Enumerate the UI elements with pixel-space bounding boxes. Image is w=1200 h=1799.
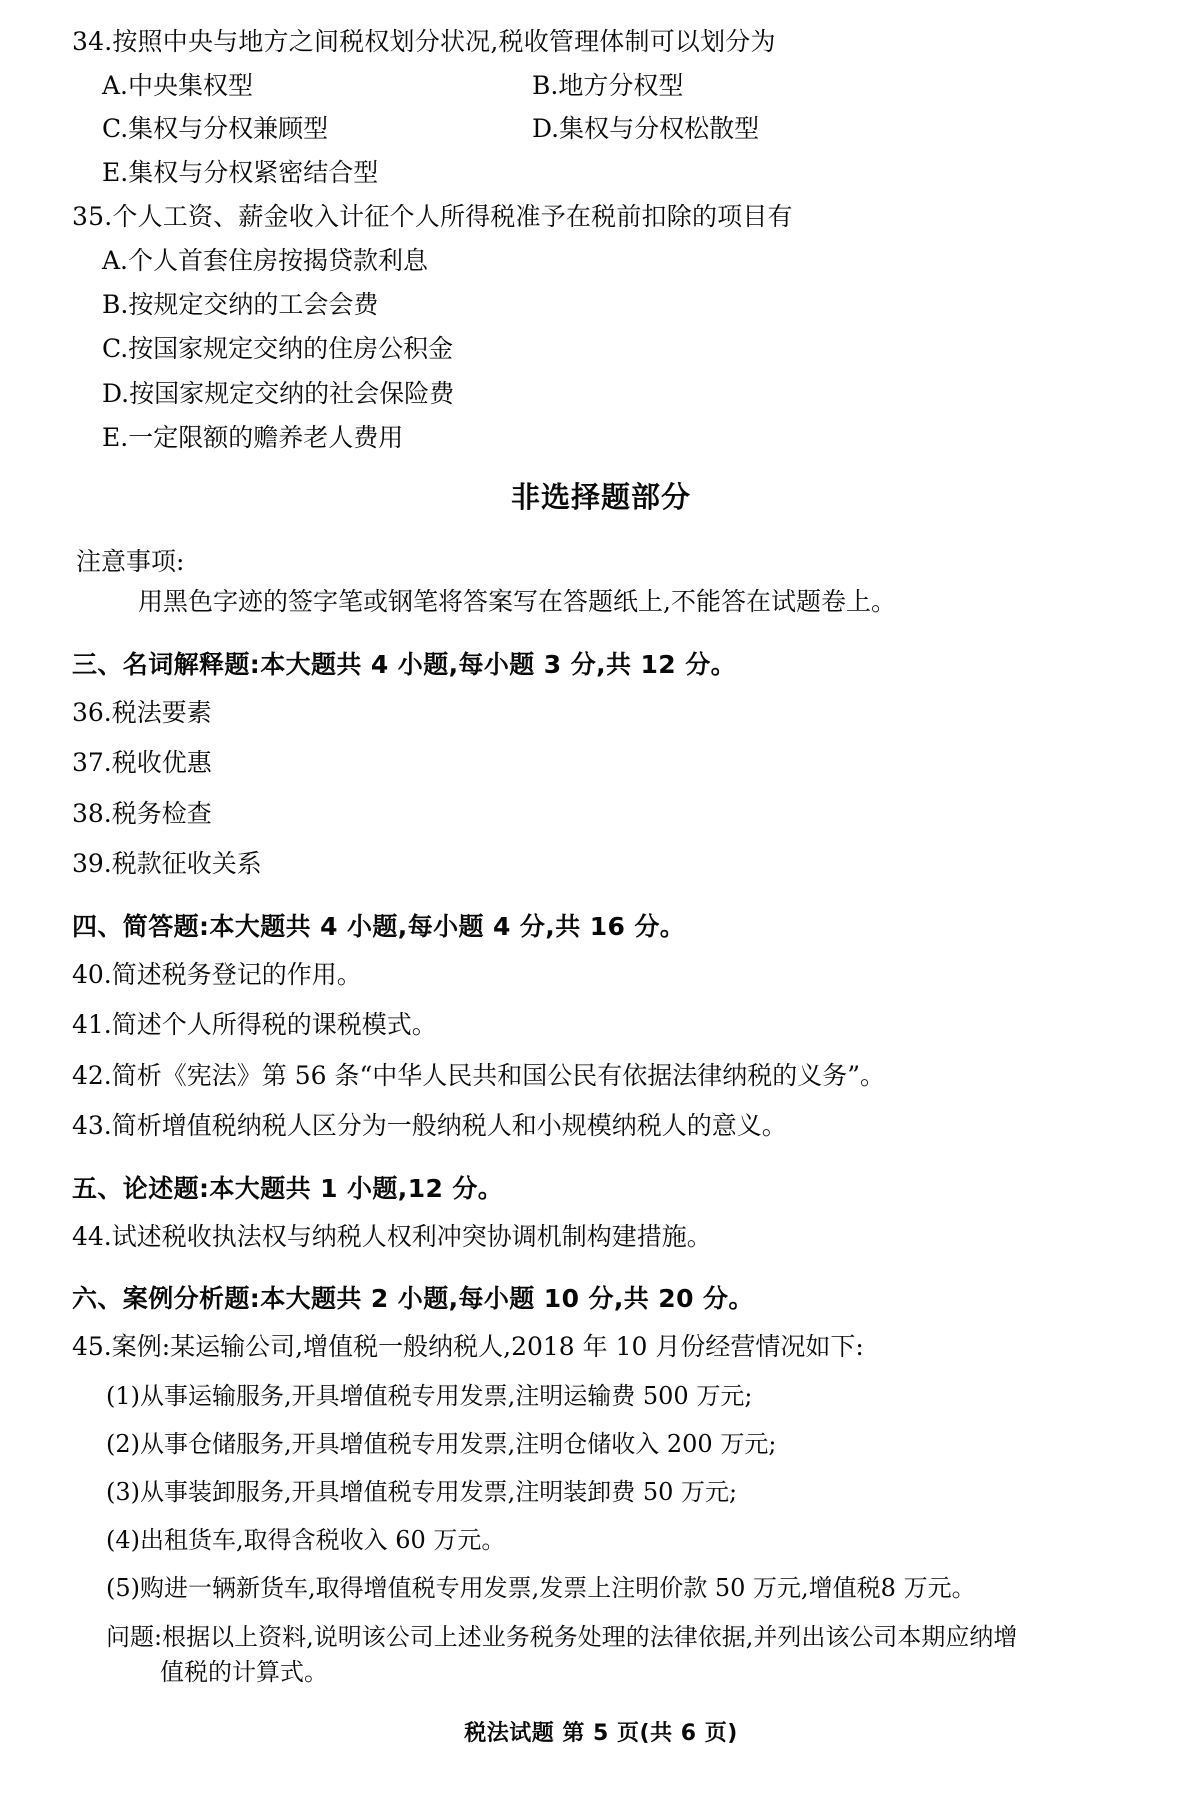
question-34-stem: 34.按照中央与地方之间税权划分状况,税收管理体制可以划分为 bbox=[72, 27, 776, 56]
case-45-sub-1: (1)从事运输服务,开具增值税专用发票,注明运输费 500 万元; bbox=[106, 1381, 753, 1410]
option-35-C[interactable]: C.按国家规定交纳的住房公积金 bbox=[102, 334, 454, 364]
item-42: 42.简析《宪法》第 56 条“中华人民共和国公民有依据法律纳税的义务”。 bbox=[72, 1060, 886, 1090]
case-45-sub-4: (4)出租货车,取得含税收入 60 万元。 bbox=[106, 1526, 506, 1555]
option-34-A[interactable]: A.中央集权型 bbox=[102, 71, 254, 100]
item-37: 37.税收优惠 bbox=[72, 748, 212, 777]
notice-label: 注意事项: bbox=[76, 547, 185, 576]
notice-body: 用黑色字迹的签字笔或钢笔将答案写在答题纸上,不能答在试题卷上。 bbox=[138, 587, 896, 616]
item-45: 45.案例:某运输公司,增值税一般纳税人,2018 年 10 月份经营情况如下: bbox=[72, 1332, 864, 1361]
item-40: 40.简述税务登记的作用。 bbox=[72, 959, 362, 989]
item-43: 43.简析增值税纳税人区分为一般纳税人和小规模纳税人的意义。 bbox=[72, 1111, 787, 1140]
option-34-B[interactable]: B.地方分权型 bbox=[532, 71, 684, 100]
question-35 bbox=[72, 201, 1130, 453]
case-45-sub-3: (3)从事装卸服务,开具增值税专用发票,注明装卸费 50 万元; bbox=[106, 1477, 738, 1506]
item-44: 44.试述税收执法权与纳税人权利冲突协调机制构建措施。 bbox=[72, 1221, 712, 1251]
case-45-question: 问题:根据以上资料,说明该公司上述业务税务处理的法律依据,并列出该公司本期应纳增 bbox=[106, 1623, 1018, 1652]
case-45-sub-2: (2)从事仓储服务,开具增值税专用发票,注明仓储收入 200 万元; bbox=[106, 1429, 777, 1458]
page-footer: 税法试题 第 5 页(共 6 页) bbox=[464, 1721, 738, 1747]
section-heading-3: 三、名词解释题:本大题共 4 小题,每小题 3 分,共 12 分。 bbox=[72, 649, 736, 679]
section-title-non-choice: 非选择题部分 bbox=[510, 480, 691, 514]
option-35-A[interactable]: A.个人首套住房按揭贷款利息 bbox=[102, 245, 429, 275]
item-41: 41.简述个人所得税的课税模式。 bbox=[72, 1010, 437, 1039]
option-34-E[interactable]: E.集权与分权紧密结合型 bbox=[102, 157, 379, 187]
option-35-E[interactable]: E.一定限额的赡养老人费用 bbox=[102, 422, 404, 452]
case-45-question-cont: 值税的计算式。 bbox=[160, 1657, 328, 1686]
section-heading-5: 五、论述题:本大题共 1 小题,12 分。 bbox=[72, 1173, 504, 1203]
question-34-options-row-1 bbox=[72, 70, 1130, 101]
item-38: 38.税务检查 bbox=[72, 798, 212, 828]
case-45-sub-5: (5)购进一辆新货车,取得增值税专用发票,发票上注明价款 50 万元,增值税8 万元。 bbox=[106, 1574, 976, 1603]
question-34-options-row-2 bbox=[72, 113, 1130, 144]
option-34-D[interactable]: D.集权与分权松散型 bbox=[532, 114, 760, 144]
option-35-D[interactable]: D.按国家规定交纳的社会保险费 bbox=[102, 378, 455, 408]
section-heading-4: 四、简答题:本大题共 4 小题,每小题 4 分,共 16 分。 bbox=[72, 911, 686, 941]
item-39: 39.税款征收关系 bbox=[72, 849, 262, 878]
option-35-B[interactable]: B.按规定交纳的工会会费 bbox=[102, 290, 379, 319]
item-36: 36.税法要素 bbox=[72, 697, 212, 727]
question-35-stem: 35.个人工资、薪金收入计征个人所得税准予在税前扣除的项目有 bbox=[72, 201, 793, 231]
option-34-C[interactable]: C.集权与分权兼顾型 bbox=[102, 114, 329, 144]
question-34 bbox=[72, 26, 1130, 188]
section-heading-6: 六、案例分析题:本大题共 2 小题,每小题 10 分,共 20 分。 bbox=[72, 1284, 754, 1313]
